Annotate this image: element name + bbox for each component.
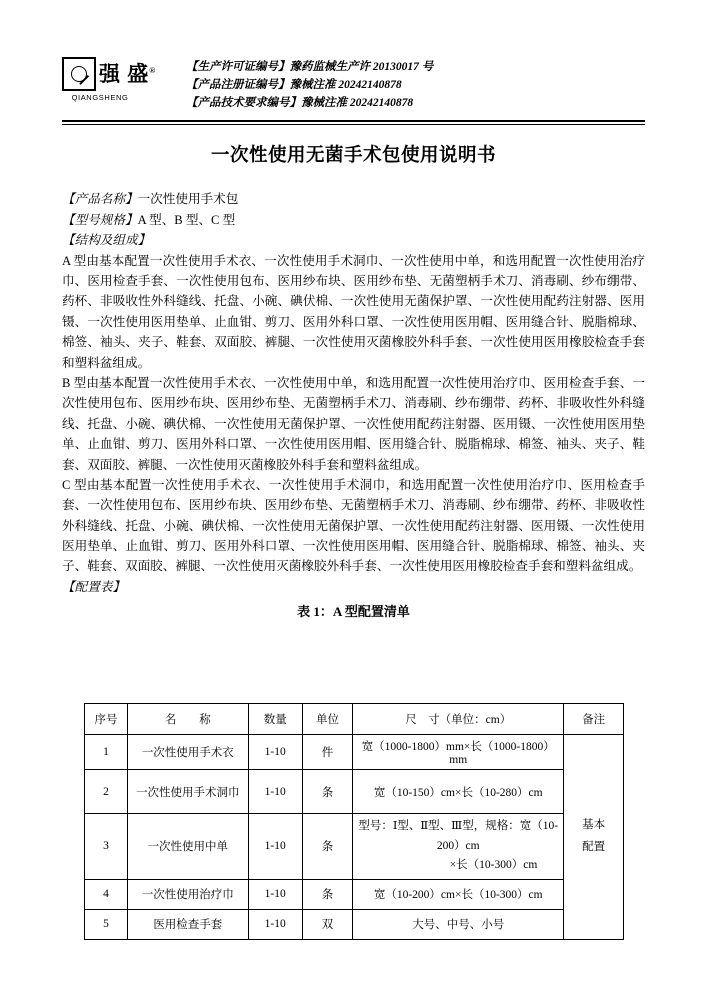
- paragraph-type-b: B 型由基本配置一次性使用手术衣、一次性使用中单，和选用配置一次性使用治疗巾、医用检查手套、一次性使用包布、医用纱布块、医用纱布垫、无菌塑柄手术刀、消毒刷、纱布绷带、药杯、非吸收性外科缝线、托盘、小碗、碘伏棉、一次性使用无菌保护罩、一次性使用配药注射器、医用镊、一次性使用医用垫单、止血钳、剪刀、医用外科口罩、一次性使用医用帽、医用缝合针、脱脂棉球、棉签、袖头、夹子、鞋套、双面胶、裤腿、一次性使用灭菌橡胶外科手套和塑料盆组成。: [62, 375, 645, 472]
- product-name-value: 一次性使用手术包: [137, 192, 239, 207]
- logo-company-name-text: 强 盛: [99, 61, 150, 86]
- cell-unit: 条: [302, 879, 352, 909]
- table-caption: 表 1：A 型配置清单: [297, 604, 410, 620]
- column-header-name: 名 称: [127, 704, 248, 735]
- note-line-1: 基本: [582, 818, 606, 831]
- cell-note-merged: [564, 735, 624, 940]
- note-line-2: 配置: [582, 840, 606, 853]
- paragraph-type-c: C 型由基本配置一次性使用手术衣、一次性使用手术洞巾，和选用配置一次性使用治疗巾、医用检查手套、一次性使用包布、医用纱布块、医用纱布垫、无菌塑柄手术刀、消毒刷、纱布绷带、药杯、非吸收性外科缝线、托盘、小碗、碘伏棉、一次性使用无菌保护罩、一次性使用配药注射器、医用镊、一次性使用医用垫单、止血钳、剪刀、医用外科口罩、一次性使用医用帽、医用缝合针、脱脂棉球、棉签、袖头、夹子、鞋套、双面胶、裤腿、一次性使用灭菌橡胶外科手套、一次性使用医用橡胶检查手套和塑料盆组成。: [62, 477, 645, 574]
- cell-qty: 1-10: [248, 909, 302, 939]
- cell-unit: 条: [302, 770, 352, 814]
- table-row: [85, 814, 624, 880]
- column-header-note: 备注: [564, 704, 624, 735]
- model-line: [62, 210, 645, 230]
- config-table-wrapper: [84, 703, 624, 940]
- cell-size: 大号、中号、小号: [353, 909, 564, 939]
- logo-pinyin: QIANGSHENG: [71, 93, 129, 102]
- cell-seq: 3: [85, 814, 128, 880]
- column-header-seq: 序号: [85, 704, 128, 735]
- logo-company-name: [99, 61, 157, 86]
- document-body: [62, 189, 645, 597]
- cell-size-line-2: ×长（10-300）cm: [449, 859, 538, 872]
- cell-qty: 1-10: [248, 879, 302, 909]
- model-label: 【型号规格】: [62, 212, 138, 227]
- cell-size: 宽（1000-1800）mm×长（1000-1800）mm: [353, 735, 564, 770]
- cell-qty: 1-10: [248, 814, 302, 880]
- cell-name: 一次性使用手术洞巾: [127, 770, 248, 814]
- license-number: 【生产许可证编号】豫药监械生产许 20130017 号: [186, 61, 434, 73]
- table-row: [85, 770, 624, 814]
- column-header-size: 尺 寸（单位：cm）: [353, 704, 564, 735]
- cell-unit: 条: [302, 814, 352, 880]
- technical-requirement-number: 【产品技术要求编号】豫械注准 20242140878: [186, 96, 414, 109]
- column-header-unit: 单位: [302, 704, 352, 735]
- document-header: [62, 55, 645, 112]
- paragraph-type-a: A 型由基本配置一次性使用手术衣、一次性使用手术洞巾、一次性使用中单，和选用配置一次性使用治疗巾、医用检查手套、一次性使用包布、医用纱布块、医用纱布垫、无菌塑柄手术刀、消毒刷、纱布绷带、药杯、非吸收性外科缝线、托盘、小碗、碘伏棉、一次性使用无菌保护罩、一次性使用配药注射器、医用镊、一次性使用医用垫单、止血钳、剪刀、医用外科口罩、一次性使用医用帽、医用缝合针、脱脂棉球、棉签、袖头、夹子、鞋套、双面胶、裤腿、一次性使用灭菌橡胶外科手套、一次性使用医用橡胶检查手套和塑料盆组成。: [62, 253, 645, 370]
- cell-name: 医用检查手套: [127, 909, 248, 939]
- config-table: [84, 703, 624, 940]
- table-row: [85, 735, 624, 770]
- cell-size: 宽（10-150）cm×长（10-280）cm: [353, 770, 564, 814]
- cell-seq: 1: [85, 735, 128, 770]
- cell-qty: 1-10: [248, 770, 302, 814]
- cell-seq: 5: [85, 909, 128, 939]
- logo-square-icon: [62, 57, 96, 91]
- table-row: [85, 879, 624, 909]
- company-logo: [62, 55, 158, 102]
- product-name-label: 【产品名称】: [62, 192, 138, 207]
- cell-size: [353, 814, 564, 880]
- table-header-row: [85, 704, 624, 735]
- page-title: 一次性使用无菌手术包使用说明书: [210, 146, 496, 167]
- table-head: [85, 704, 624, 735]
- registered-trademark-icon: ®: [149, 65, 157, 75]
- table-row: [85, 909, 624, 939]
- table-body: [85, 735, 624, 940]
- config-label: 【配置表】: [62, 579, 125, 594]
- cell-name: 一次性使用手术衣: [127, 735, 248, 770]
- cell-name: 一次性使用中单: [127, 814, 248, 880]
- header-divider: [62, 120, 645, 125]
- cell-unit: 件: [302, 735, 352, 770]
- model-value: A 型、B 型、C 型: [137, 212, 236, 227]
- header-codes: [158, 55, 645, 112]
- cell-name: 一次性使用治疗巾: [127, 879, 248, 909]
- cell-seq: 2: [85, 770, 128, 814]
- cell-size-line-1: 型号：Ⅰ型、Ⅱ型、Ⅲ型，规格：宽（10-200）cm: [358, 820, 559, 852]
- logo-mark-icon: [62, 57, 158, 91]
- column-header-qty: 数量: [248, 704, 302, 735]
- cell-size: 宽（10-200）cm×长（10-300）cm: [353, 879, 564, 909]
- structure-label: 【结构及组成】: [62, 233, 151, 248]
- cell-qty: 1-10: [248, 735, 302, 770]
- product-name-line: [62, 189, 645, 209]
- cell-seq: 4: [85, 879, 128, 909]
- registration-number: 【产品注册证编号】豫械注准 20242140878: [186, 78, 402, 91]
- cell-unit: 双: [302, 909, 352, 939]
